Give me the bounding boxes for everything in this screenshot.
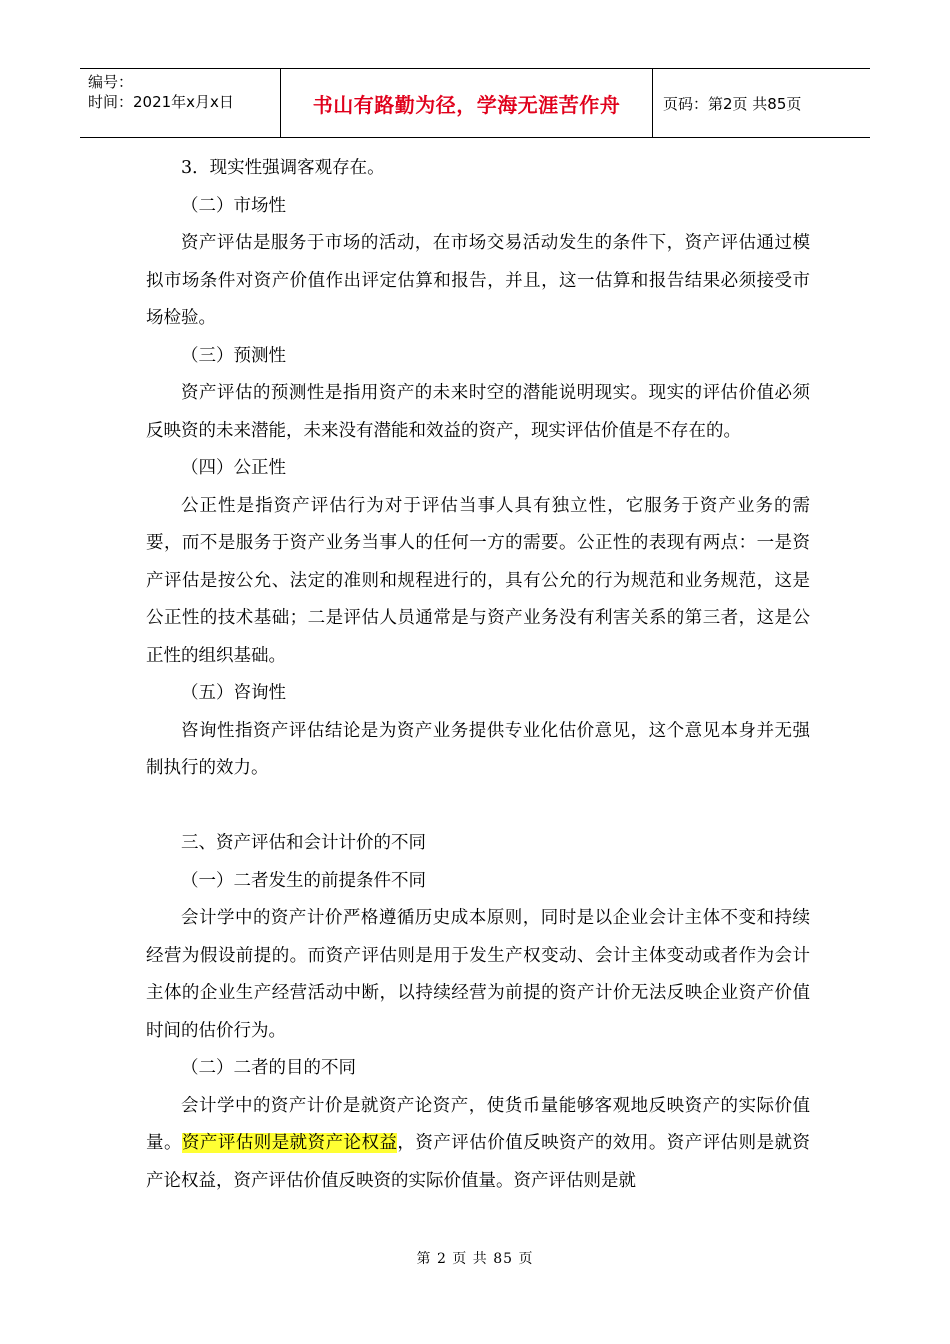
paragraph: 会计学中的资产计价严格遵循历史成本原则，同时是以企业会计主体不变和持续经营为假设前提的。而资产评估则是用于发生产权变动、会计主体变动或者作为会计主体的企业生产经营活动中断，以持续经营为前提的资产计价无法反映企业资产价值时间的估价行为。 [146, 908, 810, 1041]
section-heading: （五）咨询性 [181, 683, 286, 703]
paragraph-text-after: ，资产评估价值反映资产的效用。资产评估则是就资产论权益，资产评估价值反映资的实际价值量。资产评估则是就 [146, 1133, 811, 1191]
section-heading: （一）二者发生的前提条件不同 [181, 870, 426, 891]
chapter-heading: 三、资产评估和会计计价的不同 [181, 833, 426, 853]
section-heading: （三）预测性 [181, 345, 286, 366]
paragraph-with-highlight [146, 1088, 810, 1201]
page-header [80, 68, 870, 138]
page-footer: 第 2 页 共 85 页 [416, 1251, 534, 1267]
header-page-info: 页码：第2页 共85页 [663, 94, 802, 113]
document-body [146, 150, 810, 1200]
section-heading: （二）市场性 [181, 195, 286, 216]
header-motto: 书山有路勤为径，学海无涯苦作舟 [281, 69, 653, 137]
paragraph: 咨询性指资产评估结论是为资产业务提供专业化估价意见，这个意见本身并无强制执行的效力。 [146, 720, 810, 778]
paragraph: 公正性是指资产评估行为对于评估当事人具有独立性，它服务于资产业务的需要，而不是服务于资产业务当事人的任何一方的需要。公正性的表现有两点：一是资产评估是按公允、法定的准则和规程进行的，具有公允的行为规范和业务规范，这是公正性的技术基础；二是评估人员通常是与资产业务没有利害关系的第三者，这是公正性的组织基础。 [146, 495, 810, 666]
document-date: 时间：2021年x月x日 [88, 93, 234, 111]
highlighted-text: 资产评估则是就资产论权益 [181, 1133, 398, 1153]
paragraph-text-before: 会计学中的资产计价是就资产论资产，使货币量能够客观地反映资产的实际价值量。 [146, 1095, 810, 1153]
paragraph: 资产评估是服务于市场的活动，在市场交易活动发生的条件下，资产评估通过模拟市场条件对资产价值作出评定估算和报告，并且，这一估算和报告结果必须接受市场检验。 [146, 233, 810, 328]
header-meta [80, 69, 281, 137]
paragraph: 资产评估的预测性是指用资产的未来时空的潜能说明现实。现实的评估价值必须反映资的未来潜能，未来没有潜能和效益的资产，现实评估价值是不存在的。 [146, 383, 810, 441]
section-heading: （四）公正性 [181, 458, 286, 478]
section-heading: （二）二者的目的不同 [181, 1058, 356, 1078]
paragraph: 3．现实性强调客观存在。 [181, 158, 385, 178]
document-number-label: 编号： [88, 73, 134, 91]
